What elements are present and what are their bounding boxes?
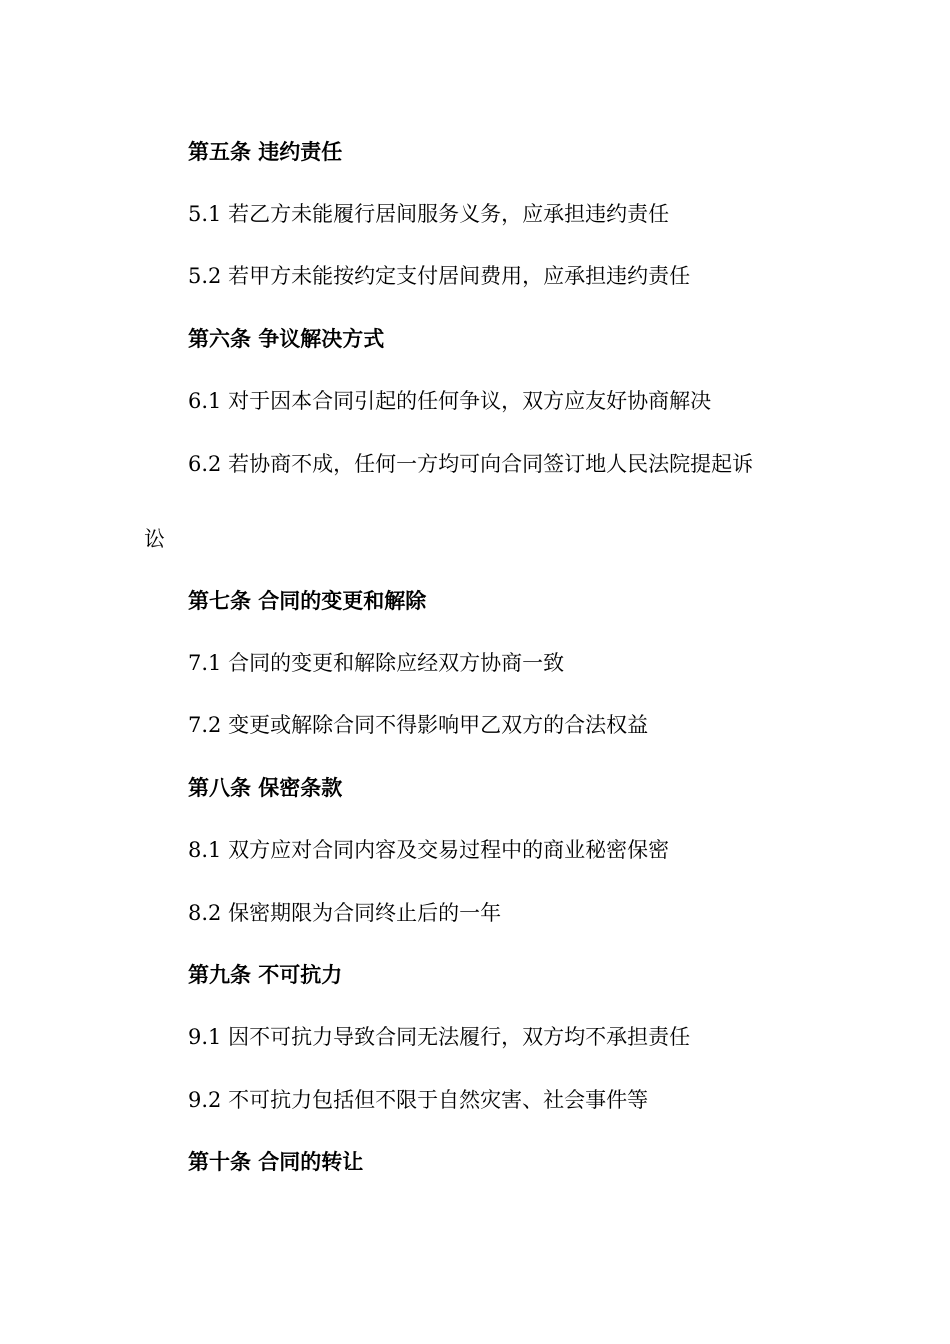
clause-9-2: 9.2 不可抗力包括但不限于自然灾害、社会事件等 <box>188 1088 649 1112</box>
article-6-heading: 第六条 争议解决方式 <box>188 327 385 351</box>
clause-8-2: 8.2 保密期限为合同终止后的一年 <box>188 901 502 925</box>
article-8-heading: 第八条 保密条款 <box>188 776 343 800</box>
clause-5-2: 5.2 若甲方未能按约定支付居间费用，应承担违约责任 <box>188 264 691 288</box>
clause-7-1: 7.1 合同的变更和解除应经双方协商一致 <box>188 651 565 675</box>
clause-9-1: 9.1 因不可抗力导致合同无法履行，双方均不承担责任 <box>188 1025 691 1049</box>
article-7-heading: 第七条 合同的变更和解除 <box>188 589 427 613</box>
clause-6-1: 6.1 对于因本合同引起的任何争议，双方应友好协商解决 <box>188 389 712 413</box>
article-5-heading: 第五条 违约责任 <box>188 140 343 164</box>
clause-6-2: 6.2 若协商不成，任何一方均可向合同签订地人民法院提起诉 <box>188 452 754 476</box>
clause-7-2: 7.2 变更或解除合同不得影响甲乙双方的合法权益 <box>188 713 649 737</box>
clause-8-1: 8.1 双方应对合同内容及交易过程中的商业秘密保密 <box>188 838 670 862</box>
article-9-heading: 第九条 不可抗力 <box>188 963 343 987</box>
clause-6-2-continuation: 讼 <box>144 527 165 551</box>
clause-5-1: 5.1 若乙方未能履行居间服务义务，应承担违约责任 <box>188 202 670 226</box>
article-10-heading: 第十条 合同的转让 <box>188 1150 364 1174</box>
